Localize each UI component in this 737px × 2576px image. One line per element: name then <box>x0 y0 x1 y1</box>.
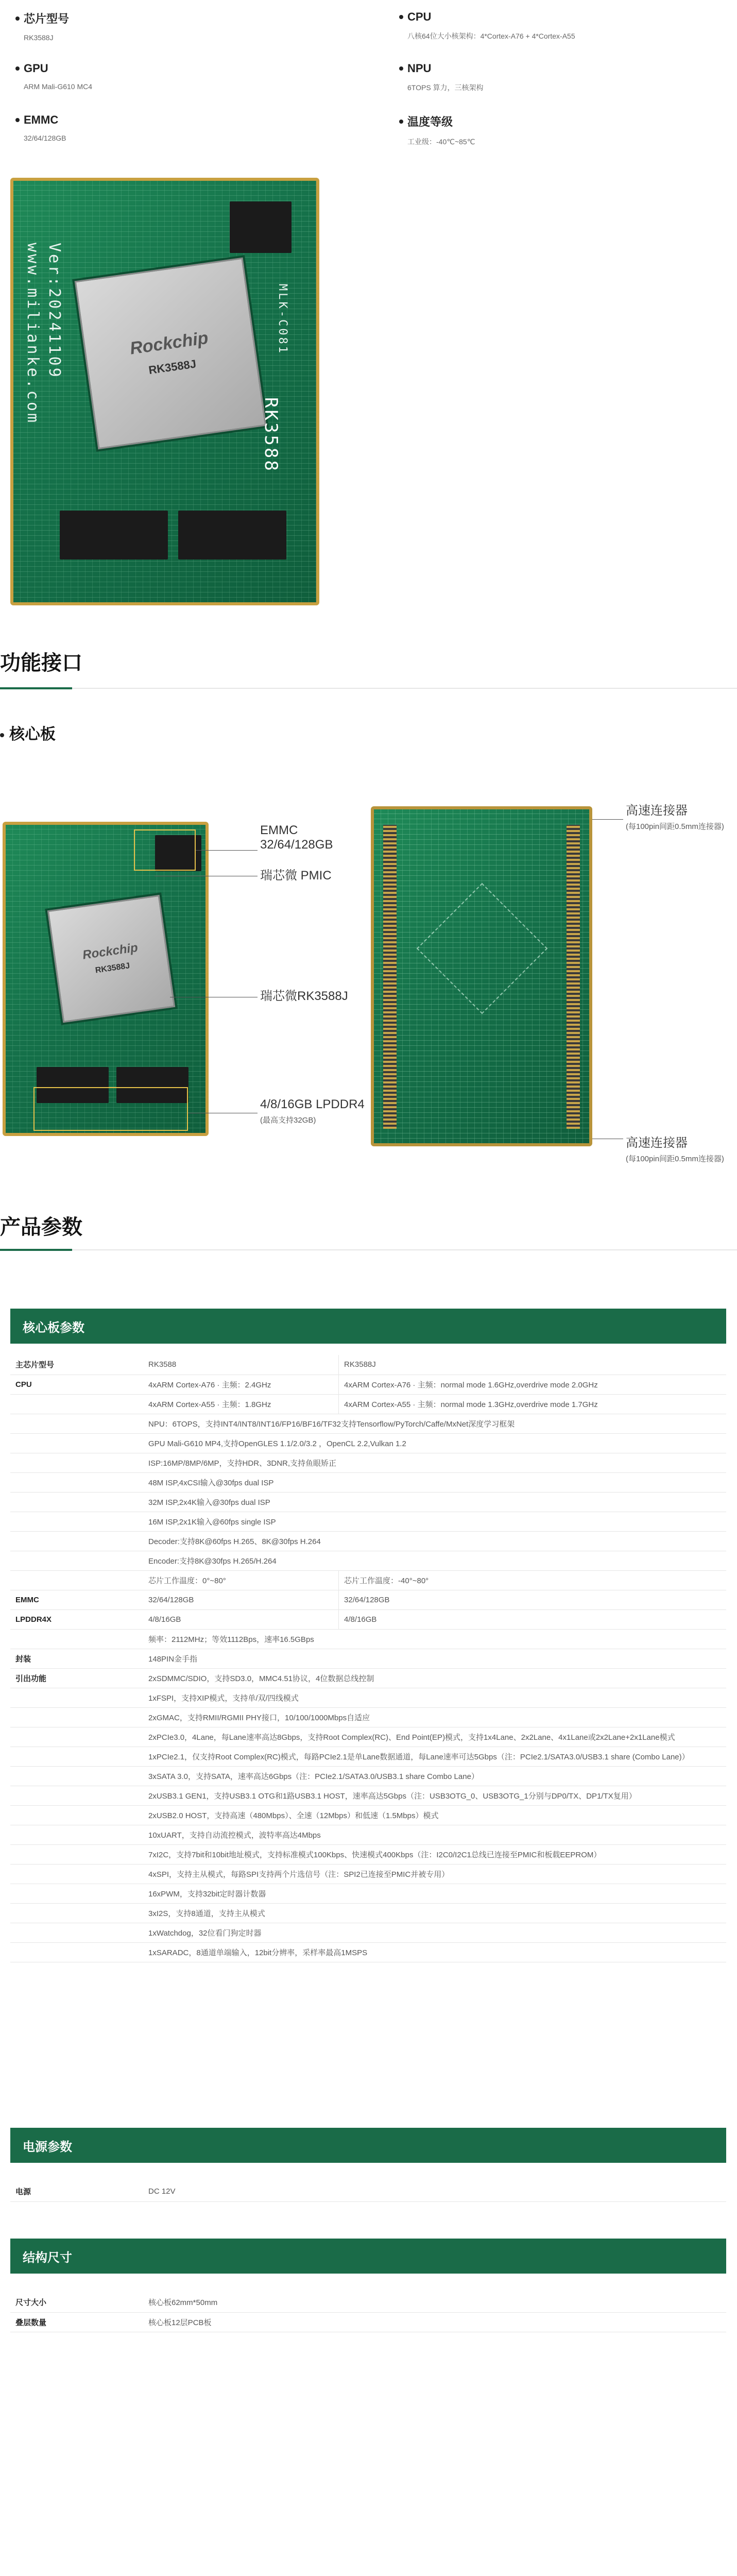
section-divider <box>0 688 737 689</box>
table-row <box>10 2182 726 2201</box>
table-row <box>10 1844 726 1864</box>
section-function-title: 功能接口 <box>0 652 82 674</box>
spec-chip-model: 芯片型号 RK3588J <box>15 10 273 42</box>
table-row <box>10 1766 726 1786</box>
row-value: 4xSPI，支持主从模式，每路SPI支持两个片选信号（注：SPI2已连接至PMIC并被专用） <box>143 1864 726 1884</box>
table-row <box>10 1453 726 1472</box>
row-value: 32M ISP,2x4K输入@30fps dual ISP <box>143 1492 726 1512</box>
table-row <box>10 2293 726 2312</box>
structure-table <box>10 2293 726 2332</box>
spec-npu: NPU 6TOPS 算力，三核架构 <box>399 62 657 93</box>
callout-connector-top: 高速连接器 (每100pin间距0.5mm连接器) <box>626 804 724 831</box>
row-key <box>10 1727 143 1747</box>
row-value: 4xARM Cortex-A55 · 主频：normal mode 1.3GHz,overdrive mode 1.7GHz <box>339 1394 726 1414</box>
table-row <box>10 1786 726 1805</box>
table-row <box>10 1903 726 1923</box>
callout-emmc: EMMC 32/64/128GB <box>260 823 333 852</box>
table-row <box>10 1433 726 1453</box>
row-key <box>10 1414 143 1433</box>
row-key <box>10 1472 143 1492</box>
table-row <box>10 1472 726 1492</box>
structure-header: 结构尺寸 <box>10 2239 726 2274</box>
row-key <box>10 1394 143 1414</box>
row-key <box>10 1942 143 1962</box>
row-key: 叠层数量 <box>10 2312 143 2332</box>
table-row <box>10 1942 726 1962</box>
row-value: Decoder:支持8K@60fps H.265、8K@30fps H.264 <box>143 1531 726 1551</box>
callout-lpddr: 4/8/16GB LPDDR4 (最高支持32GB) <box>260 1097 365 1125</box>
row-value: 48M ISP,4xCSI输入@30fps dual ISP <box>143 1472 726 1492</box>
row-key: 尺寸大小 <box>10 2293 143 2312</box>
table-row <box>10 1805 726 1825</box>
emmc-highlight <box>134 829 196 871</box>
row-key: 引出功能 <box>10 1668 143 1688</box>
row-value: 芯片工作温度：0°~80° <box>143 1570 339 1590</box>
row-key: 电源 <box>10 2182 143 2201</box>
row-value: 芯片工作温度：-40°~80° <box>339 1570 726 1590</box>
row-value: 3xI2S，支持8通道，支持主从模式 <box>143 1903 726 1923</box>
table-row <box>10 1590 726 1609</box>
section-params-title: 产品参数 <box>0 1216 82 1239</box>
row-value: 核心板12层PCB板 <box>143 2312 726 2332</box>
row-key <box>10 1884 143 1903</box>
table-row <box>10 1355 726 1375</box>
row-value: 7xI2C，支持7bit和10bit地址模式，支持标准模式100Kbps、快速模式400Kbps（注：I2C0/I2C1总线已连接至PMIC和板载EEPROM） <box>143 1844 726 1864</box>
row-key <box>10 1805 143 1825</box>
table-row <box>10 1727 726 1747</box>
section-divider <box>0 1249 737 1250</box>
row-value: 2xUSB2.0 HOST，支持高速（480Mbps）、全速（12Mbps）和低速（1.5Mbps）模式 <box>143 1805 726 1825</box>
table-row <box>10 1688 726 1707</box>
row-key <box>10 1903 143 1923</box>
table-row <box>10 1551 726 1570</box>
table-row <box>10 1394 726 1414</box>
row-key <box>10 1864 143 1884</box>
lpddr-chip-1 <box>60 511 168 560</box>
row-value: 16xPWM，支持32bit定时器计数器 <box>143 1884 726 1903</box>
row-value: 2xPCIe3.0，4Lane，每Lane速率高达8Gbps，支持Root Complex(RC)、End Point(EP)模式，支持1x4Lane、2x2Lane、4x1Lane或2x2Lane+2x1Lane模式 <box>143 1727 726 1747</box>
power-params-table <box>10 2182 726 2202</box>
spec-cpu: CPU 八核64位大小核架构：4*Cortex-A76 + 4*Cortex-A55 <box>399 10 657 41</box>
table-row <box>10 1512 726 1531</box>
emmc-chip <box>230 201 292 253</box>
connector-right <box>567 825 580 1129</box>
row-value: 核心板62mm*50mm <box>143 2293 726 2312</box>
row-value: RK3588J <box>339 1355 726 1375</box>
row-key: LPDDR4X <box>10 1609 143 1629</box>
row-key <box>10 1453 143 1472</box>
row-value: 32/64/128GB <box>339 1590 726 1609</box>
row-value: 4/8/16GB <box>339 1609 726 1629</box>
row-value: 4/8/16GB <box>143 1609 339 1629</box>
row-value: 148PIN金手指 <box>143 1649 726 1668</box>
row-value: ISP:16MP/8MP/6MP，支持HDR、3DNR,支持鱼眼矫正 <box>143 1453 726 1472</box>
row-value: NPU：6TOPS，支持INT4/INT8/INT16/FP16/BF16/TF32支持Tensorflow/PyTorch/Caffe/MxNet深度学习框架 <box>143 1414 726 1433</box>
row-key <box>10 1551 143 1570</box>
row-key: 封装 <box>10 1649 143 1668</box>
spec-emmc: EMMC 32/64/128GB <box>15 113 273 142</box>
row-key: 主芯片型号 <box>10 1355 143 1375</box>
soc-chip-front: Rockchip RK3588J <box>47 895 175 1023</box>
table-row <box>10 1884 726 1903</box>
row-key <box>10 1707 143 1727</box>
callout-pmic: 瑞芯微 PMIC <box>260 869 332 883</box>
row-value: 10xUART，支持自动流控模式，波特率高达4Mbps <box>143 1825 726 1844</box>
connector-left <box>383 825 397 1129</box>
row-value: 2xGMAC，支持RMII/RGMII PHY接口，10/100/1000Mbps自适应 <box>143 1707 726 1727</box>
soc-chip: Rockchip RK3588J <box>75 258 267 450</box>
core-params-table <box>10 1355 726 1962</box>
row-value: 2xSDMMC/SDIO，支持SD3.0，MMC4.51协议，4位数据总线控制 <box>143 1668 726 1688</box>
row-key <box>10 1688 143 1707</box>
row-value: RK3588 <box>143 1355 339 1375</box>
row-key <box>10 1786 143 1805</box>
table-row <box>10 1825 726 1844</box>
spec-summary <box>0 5 737 175</box>
row-value: 1xWatchdog，32位看门狗定时器 <box>143 1923 726 1942</box>
table-row <box>10 1492 726 1512</box>
row-value: 1xSARADC，8通道单端输入，12bit分辨率，采样率最高1MSPS <box>143 1942 726 1962</box>
row-key: CPU <box>10 1375 143 1394</box>
callout-connector-bottom: 高速连接器 (每100pin间距0.5mm连接器) <box>626 1136 724 1163</box>
row-key <box>10 1766 143 1786</box>
lpddr-highlight <box>33 1087 188 1131</box>
row-key <box>10 1825 143 1844</box>
row-key <box>10 1570 143 1590</box>
spec-gpu: GPU ARM Mali-G610 MC4 <box>15 62 273 91</box>
row-value: Encoder:支持8K@30fps H.265/H.264 <box>143 1551 726 1570</box>
table-row <box>10 1707 726 1727</box>
lpddr-chip-2 <box>178 511 286 560</box>
row-key <box>10 1844 143 1864</box>
row-value: 频率：2112MHz；等效1112Bps，速率16.5GBps <box>143 1629 726 1649</box>
table-row <box>10 2312 726 2332</box>
row-value: 4xARM Cortex-A76 · 主频：normal mode 1.6GHz,overdrive mode 2.0GHz <box>339 1375 726 1394</box>
core-board-back <box>371 806 592 1146</box>
core-board-subtitle: 核心板 <box>0 721 56 744</box>
table-row <box>10 1414 726 1433</box>
table-row <box>10 1864 726 1884</box>
table-row <box>10 1629 726 1649</box>
table-row <box>10 1609 726 1629</box>
row-key <box>10 1433 143 1453</box>
table-row <box>10 1375 726 1394</box>
table-row <box>10 1668 726 1688</box>
row-key <box>10 1923 143 1942</box>
table-row <box>10 1923 726 1942</box>
row-value: 32/64/128GB <box>143 1590 339 1609</box>
row-value: 4xARM Cortex-A76 · 主频：2.4GHz <box>143 1375 339 1394</box>
row-value: 2xUSB3.1 GEN1，支持USB3.1 OTG和1路USB3.1 HOST，速率高达5Gbps（注：USB3OTG_0、USB3OTG_1分别与DP0/TX、DP1/TX复用） <box>143 1786 726 1805</box>
row-key: EMMC <box>10 1590 143 1609</box>
row-value: 1xFSPI，支持XIP模式，支持单/双/四线模式 <box>143 1688 726 1707</box>
row-key <box>10 1512 143 1531</box>
callout-soc: 瑞芯微RK3588J <box>260 989 348 1003</box>
row-key <box>10 1531 143 1551</box>
power-params-header: 电源参数 <box>10 2128 726 2163</box>
row-key <box>10 1629 143 1649</box>
row-value: 1xPCIe2.1，仅支持Root Complex(RC)模式，每路PCIe2.1是单Lane数据通道，每Lane速率可达5Gbps（注：PCIe2.1/SATA3.0/USB3.1 share (Combo Lane)） <box>143 1747 726 1766</box>
table-row <box>10 1747 726 1766</box>
row-key <box>10 1747 143 1766</box>
table-row <box>10 1570 726 1590</box>
table-row <box>10 1649 726 1668</box>
core-params-header: 核心板参数 <box>10 1309 726 1344</box>
table-row <box>10 1531 726 1551</box>
core-board-photo: www.milianke.com Ver:20241109 Rockchip RK3588J RK3588 MLK-C081 <box>10 178 319 605</box>
spec-temperature: 温度等级 工业级：-40℃~85℃ <box>399 113 657 147</box>
row-value: DC 12V <box>143 2182 726 2201</box>
row-value: 4xARM Cortex-A55 · 主频：1.8GHz <box>143 1394 339 1414</box>
row-value: GPU Mali-G610 MP4,支持OpenGLES 1.1/2.0/3.2 ，OpenCL 2.2,Vulkan 1.2 <box>143 1433 726 1453</box>
row-key <box>10 1492 143 1512</box>
row-value: 3xSATA 3.0，支持SATA，速率高达6Gbps（注：PCIe2.1/SATA3.0/USB3.1 share Combo Lane） <box>143 1766 726 1786</box>
row-value: 16M ISP,2x1K输入@60fps single ISP <box>143 1512 726 1531</box>
